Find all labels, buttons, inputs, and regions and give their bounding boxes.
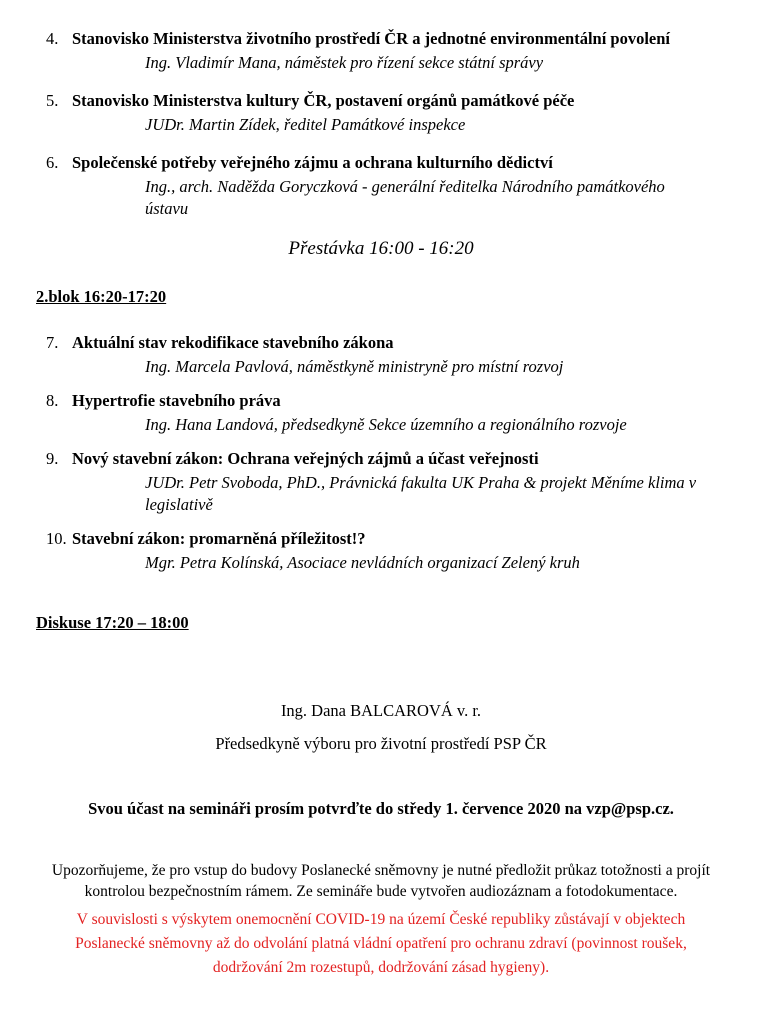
- item-title: Stanovisko Ministerstva kultury ČR, postavení orgánů památkové péče: [72, 91, 575, 110]
- item-content: [72, 332, 716, 378]
- item-number: 8.: [46, 391, 59, 410]
- item-number: 5.: [46, 91, 59, 110]
- item-content: [72, 528, 716, 574]
- rsvp-line: Svou účast na semináři prosím potvrďte do středy 1. července 2020 na vzp@psp.cz.: [88, 799, 674, 818]
- item-content: [72, 90, 716, 136]
- item-title: Hypertrofie stavebního práva: [72, 391, 281, 410]
- item-speaker: JUDr. Petr Svoboda, PhD., Právnická fakulta UK Praha & projekt Měníme klima v legislativě: [145, 473, 697, 514]
- agenda-item: [46, 28, 716, 74]
- item-content: [72, 448, 716, 516]
- signature-role: Předsedkyně výboru pro životní prostředí PSP ČR: [215, 734, 547, 753]
- item-title: Stavební zákon: promarněná příležitost!?: [72, 529, 366, 548]
- item-title: Nový stavební zákon: Ochrana veřejných zájmů a účast veřejnosti: [72, 449, 539, 468]
- agenda-item: [46, 90, 716, 136]
- discussion-heading: Diskuse 17:20 – 18:00: [36, 613, 189, 632]
- covid-notice: V souvislosti s výskytem onemocnění COVID-19 na území České republiky zůstávají v objektech Poslanecké sněmovny až do odvolání platná vládní opatření pro ochranu zdraví (povinnost roušek, dodržování 2m rozestupů, dodržování zásad hygieny).: [75, 911, 687, 976]
- agenda-item: [46, 528, 716, 574]
- item-speaker: Ing. Vladimír Mana, náměstek pro řízení sekce státní správy: [145, 53, 544, 72]
- agenda-item: [46, 448, 716, 516]
- block2-heading: 2.blok 16:20-17:20: [36, 287, 167, 306]
- break-heading: Přestávka 16:00 - 16:20: [288, 238, 474, 259]
- item-speaker: Ing. Marcela Pavlová, náměstkyně ministryně pro místní rozvoj: [145, 357, 564, 376]
- item-number: 10.: [46, 529, 67, 548]
- item-content: [72, 390, 716, 436]
- signature-name: Ing. Dana BALCAROVÁ v. r.: [280, 701, 482, 720]
- item-content: [72, 152, 716, 220]
- agenda-item: [46, 332, 716, 378]
- item-speaker: Ing., arch. Naděžda Goryczková - generální ředitelka Národního památkového ústavu: [145, 177, 665, 218]
- agenda-item: [46, 152, 716, 220]
- item-title: Aktuální stav rekodifikace stavebního zákona: [72, 333, 394, 352]
- item-speaker: Ing. Hana Landová, předsedkyně Sekce územního a regionálního rozvoje: [145, 415, 627, 434]
- item-number: 7.: [46, 333, 59, 352]
- item-title: Stanovisko Ministerstva životního prostředí ČR a jednotné environmentální povolení: [72, 29, 671, 48]
- item-speaker: Mgr. Petra Kolínská, Asociace nevládních organizací Zelený kruh: [145, 553, 580, 572]
- agenda-item: [46, 390, 716, 436]
- agenda-block2: [46, 332, 716, 574]
- item-title: Společenské potřeby veřejného zájmu a ochrana kulturního dědictví: [72, 153, 553, 172]
- item-speaker: JUDr. Martin Zídek, ředitel Památkové inspekce: [145, 115, 466, 134]
- item-number: 4.: [46, 29, 59, 48]
- security-notice: Upozorňujeme, že pro vstup do budovy Poslanecké sněmovny je nutné předložit průkaz totožnosti a projít kontrolou bezpečnostním rámem. Ze semináře bude vytvořen audiozáznam a fotodokumentace.: [51, 862, 711, 900]
- item-number: 9.: [46, 449, 59, 468]
- item-content: [72, 28, 716, 74]
- item-number: 6.: [46, 153, 59, 172]
